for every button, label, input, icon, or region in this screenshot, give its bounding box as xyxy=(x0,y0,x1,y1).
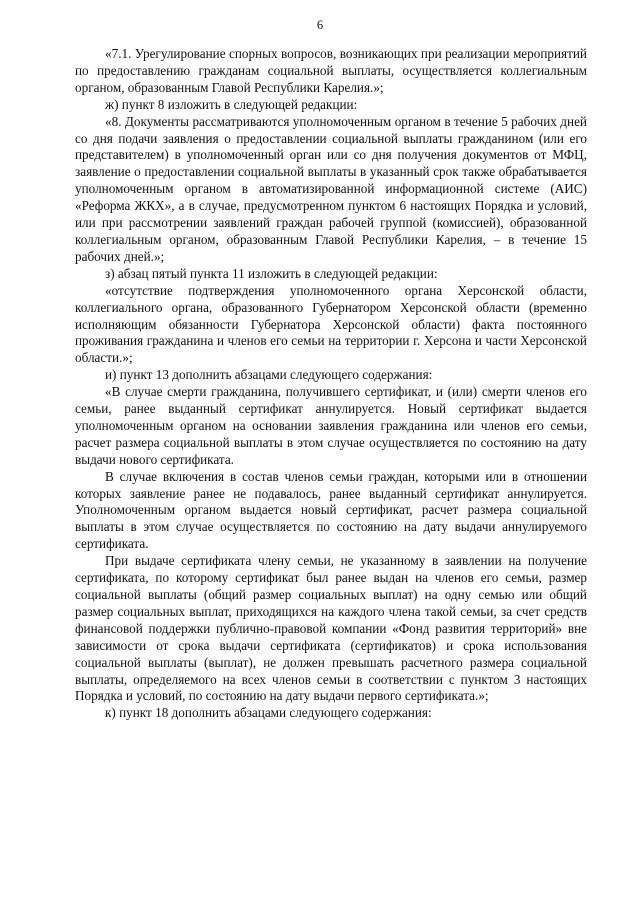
document-body xyxy=(75,46,587,722)
paragraph-absence-confirmation: «отсутствие подтверждения уполномоченного органа Херсонской области, коллегиального органа, образованного Губернатором Херсонской области (временно исполняющим обязанности Губернатора Херсонской области) факта постоянного проживания гражданина и членов его семьи на территории г. Херсона и части Херсонской области.»; xyxy=(75,282,587,366)
paragraph-issue-to-member: При выдаче сертификата члену семьи, не указанному в заявлении на получение сертификата, по которому сертификат был ранее выдан на членов его семьи, размер социальной выплаты (общий размер социальных выплат) на одну семью или общий размер социальных выплат, приходящихся на каждого члена такой семьи, за счет средств финансовой поддержки публично-правовой компании «Фонд развития территорий» вне зависимости от срока выдачи сертификата (сертификатов) и срока использования социальной выплаты (выплат), не должен превышать расчетного размера социальной выплаты, определяемого на всех членов семьи в соответствии с пунктом 3 настоящих Порядка и условий, по состоянию на дату выдачи первого сертификата.»; xyxy=(75,553,587,704)
paragraph-8: «8. Документы рассматриваются уполномоченным органом в течение 5 рабочих дней со дня подачи заявления о предоставлении социальной выплаты гражданином (или его представителем) в уполномоченный орган или со дня получения документов от МФЦ, заявление о предоставлении социальной выплаты в указанный срок также обрабатывается уполномоченным органом в автоматизированной информационной системе (АИС) «Реформа ЖКХ», а в случае, предусмотренном пунктом 6 настоящих Порядка и условий, или при рассмотрении заявлений граждан рабочей группой (комиссией), образованной коллегиальным органом, образованным Главой Республики Карелия, – в течение 15 рабочих дней.»; xyxy=(75,113,587,264)
paragraph-death-case: «В случае смерти гражданина, получившего сертификат, и (или) смерти членов его семьи, ранее выданный сертификат аннулируется. Новый сертификат выдается уполномоченным органом на основании заявления гражданина или членов его семьи, расчет размера социальной выплаты в этом случае осуществляется по состоянию на дату выдачи нового сертификата. xyxy=(75,384,587,467)
paragraph-i: и) пункт 13 дополнить абзацами следующего содержания: xyxy=(105,367,433,383)
page-number: 6 xyxy=(316,18,324,32)
paragraph-k: к) пункт 18 дополнить абзацами следующего содержания: xyxy=(105,705,432,721)
paragraph-zh: ж) пункт 8 изложить в следующей редакции: xyxy=(105,96,358,112)
paragraph-z: з) абзац пятый пункта 11 изложить в следующей редакции: xyxy=(105,265,438,281)
paragraph-7-1: «7.1. Урегулирование спорных вопросов, возникающих при реализации мероприятий по предоставлению гражданам социальной выплаты, осуществляется коллегиальным органом, образованным Главой Республики Карелия.»; xyxy=(75,46,587,95)
paragraph-inclusion-case: В случае включения в состав членов семьи граждан, которыми или в отношении которых заявление ранее не подавалось, ранее выданный сертификат аннулируется. Уполномоченным органом выдается новый сертификат, расчет размера социальной выплаты в этом случае осуществляется по состоянию на дату выдачи аннулируемого сертификата. xyxy=(75,468,587,552)
